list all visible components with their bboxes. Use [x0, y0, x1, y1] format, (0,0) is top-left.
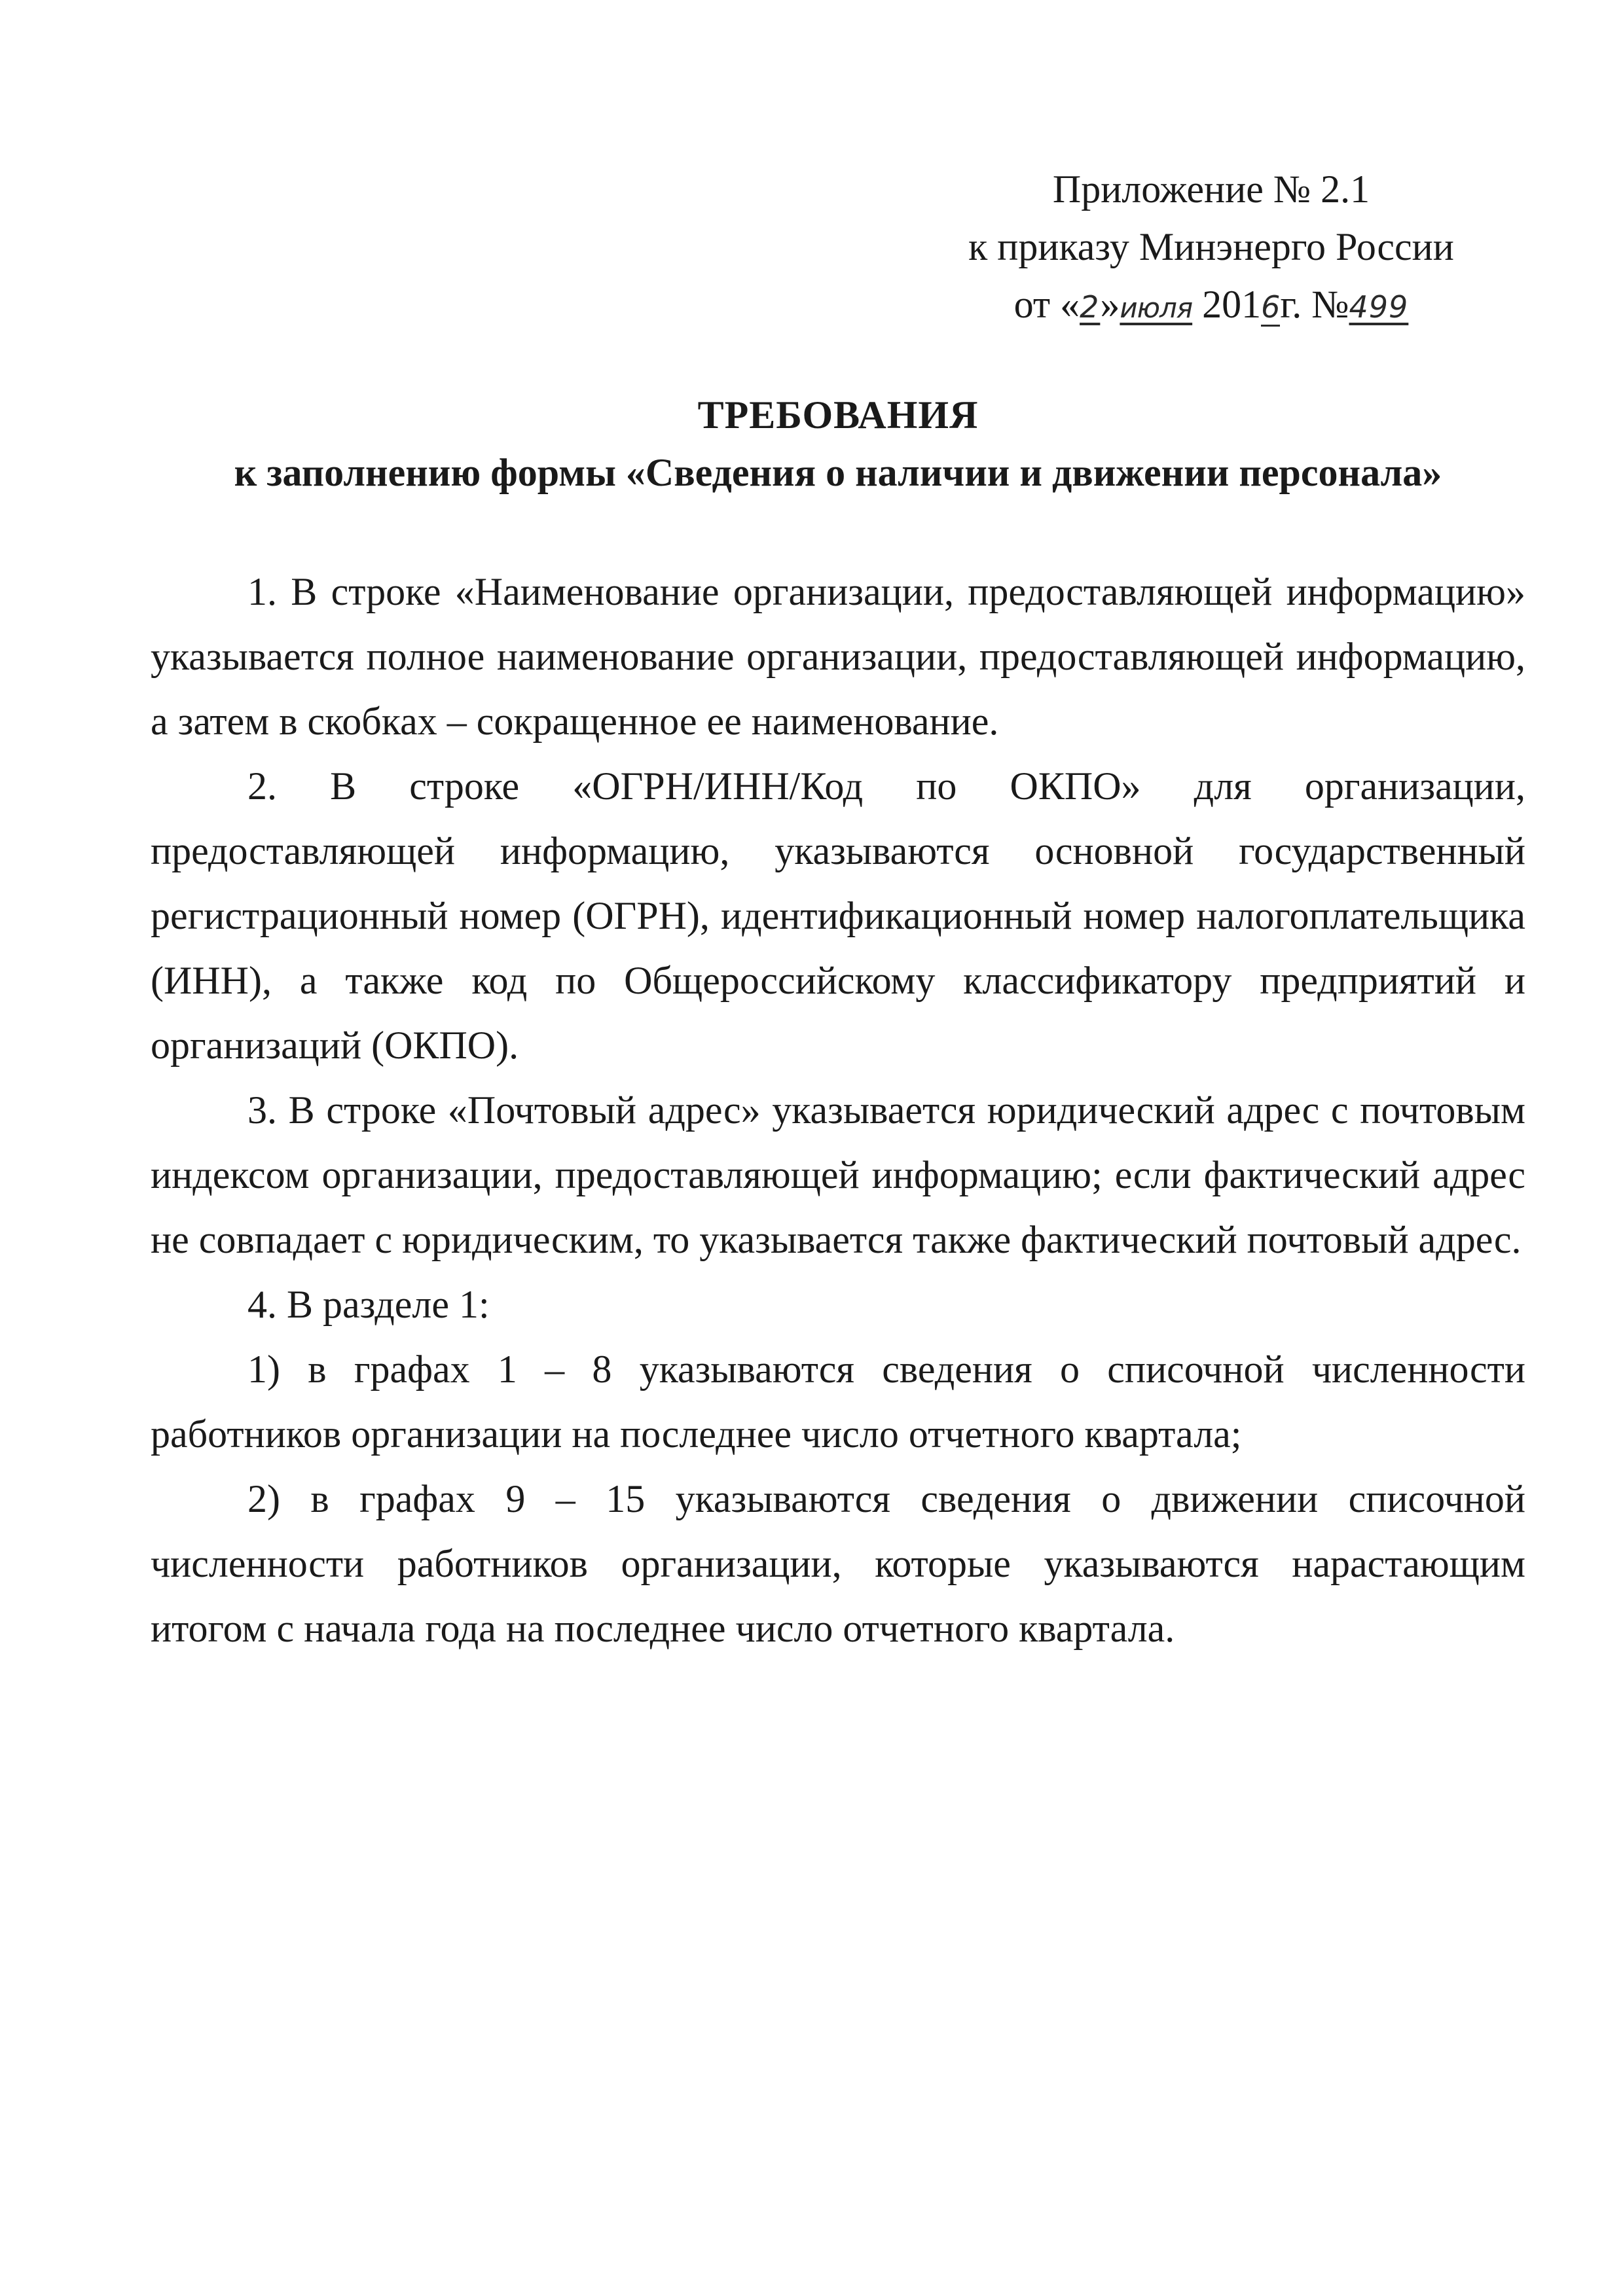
- appendix-number: Приложение № 2.1: [1052, 168, 1370, 211]
- order-date-line: [917, 276, 1506, 337]
- title-subtitle: к заполнению формы «Сведения о наличии и движении персонала»: [234, 451, 1442, 494]
- order-reference: к приказу Минэнерго России: [968, 225, 1454, 268]
- handwritten-day: 2: [1080, 289, 1101, 325]
- title-main: ТРЕБОВАНИЯ: [697, 393, 979, 437]
- paragraph-4-item-2: 2) в графах 9 – 15 указываются сведения о движении списочной численности работников организации, которые указываются нарастающим итогом с начала года на последнее число отчетного квартала.: [151, 1477, 1525, 1650]
- date-year-prefix: 201: [1202, 283, 1262, 326]
- paragraph-1: 1. В строке «Наименование организации, предоставляющей информацию» указывается полное наименование организации, предоставляющей информацию, а затем в скобках – сокращенное ее наименование.: [151, 570, 1525, 743]
- paragraph-4: 4. В разделе 1:: [247, 1283, 490, 1326]
- date-quote-close: »: [1100, 283, 1120, 326]
- handwritten-month: июля: [1120, 292, 1193, 324]
- paragraph-2: 2. В строке «ОГРН/ИНН/Код по ОКПО» для организации, предоставляющей информацию, указываются основной государственный регистрационный номер (ОГРН), идентификационный номер налогоплательщика (ИНН), а также код по Общероссийскому классификатору предприятий и организаций (ОКПО).: [151, 764, 1525, 1067]
- appendix-header: [917, 160, 1506, 337]
- paragraph-4-item-1: 1) в графах 1 – 8 указываются сведения о списочной численности работников организации на последнее число отчетного квартала;: [151, 1348, 1525, 1456]
- document-body: [151, 560, 1525, 1661]
- handwritten-year-digit: 6: [1261, 289, 1280, 327]
- paragraph-3: 3. В строке «Почтовый адрес» указывается юридический адрес с почтовым индексом организации, предоставляющей информацию; если фактический адрес не совпадает с юридическим, то указывается также фактический почтовый адрес.: [151, 1088, 1525, 1261]
- date-g-number: г. №: [1280, 283, 1349, 326]
- handwritten-order-number: 499: [1349, 289, 1409, 325]
- document-title: [151, 386, 1525, 501]
- date-prefix: от «: [1013, 283, 1080, 326]
